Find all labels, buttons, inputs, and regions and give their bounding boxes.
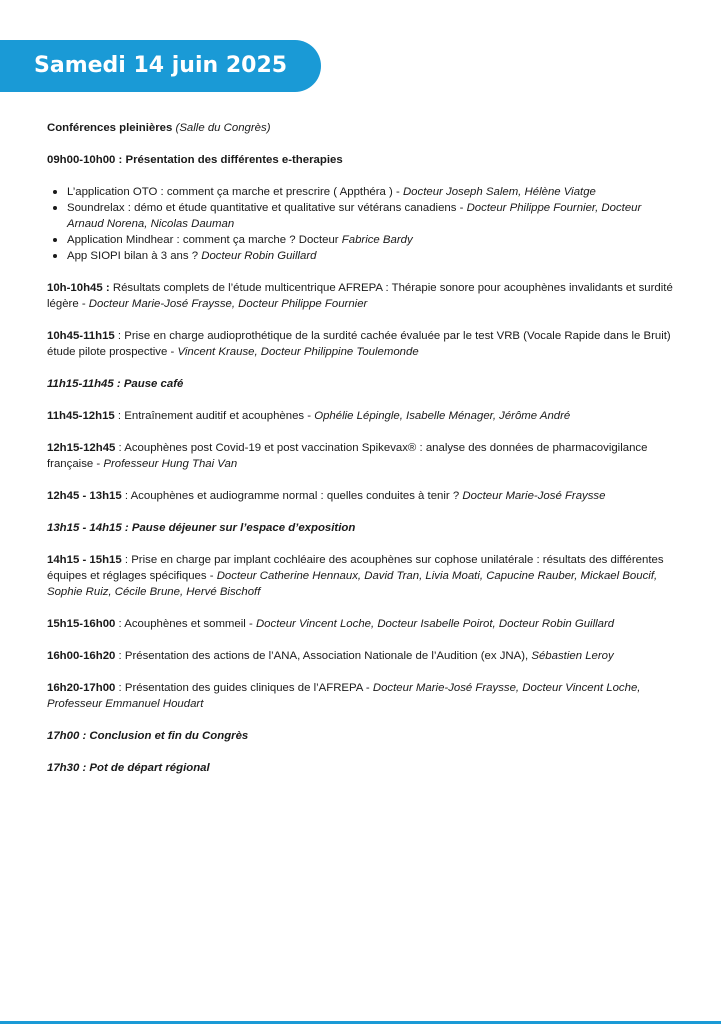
slot-text: : Acouphènes et audiogramme normal : quelles conduites à tenir ? [121,490,463,502]
list-item [67,232,677,248]
program-slot [47,328,677,360]
slot-speakers: Docteur Catherine Hennaux, David Tran, Livia Moati, Capucine Rauber, Mickael Boucif, Sophie Ruiz, Cécile Brune, Hervé Bischoff [47,570,658,598]
slot-text: Résultats complets de l’étude multicentrique AFREPA : Thérapie sonore pour acouphènes invalidants et surdité légère - [47,282,673,310]
slot-speakers: Ophélie Lépingle, Isabelle Ménager, Jérôme André [314,410,571,422]
session-title: Présentation des différentes e-therapies [125,154,343,166]
slot-speakers: Docteur Marie-José Fraysse [462,490,606,502]
closing-slot [47,728,677,744]
closing-text: 17h00 : Conclusion et fin du Congrès [47,730,249,742]
slot-speakers: Sébastien Leroy [531,650,614,662]
page-title: Samedi 14 juin 2025 [34,53,288,78]
slot-time: 16h00-16h20 [47,650,116,662]
program-slot [47,552,677,600]
plenary-intro [47,120,677,136]
list-item [67,184,677,200]
closing-slot [47,760,677,776]
room-label: (Salle du Congrès) [175,122,271,134]
program-slot [47,408,677,424]
program-slot [47,616,677,632]
etherapies-list [47,184,677,264]
slot-time: 16h20-17h00 [47,682,116,694]
list-item [67,200,677,232]
talk-speakers: Docteur Robin Guillard [201,250,317,262]
slot-speakers: Professeur Hung Thai Van [103,458,238,470]
program-content [47,120,677,792]
slot-text: : Présentation des guides cliniques de l’AFREPA - [115,682,373,694]
talk-speakers: Docteur Philippe Fournier, Docteur Arnaud Norena, Nicolas Dauman [67,202,642,230]
slot-time: 14h15 - 15h15 [47,554,122,566]
slot-speakers: Vincent Krause, Docteur Philippine Toulemonde [177,346,419,358]
program-slot [47,488,677,504]
slot-text: : Acouphènes post Covid-19 et post vaccination Spikevax® : analyse des données de pharmacovigilance française - [47,442,648,470]
break-slot [47,520,677,536]
talk-text: Application Mindhear : comment ça marche ? Docteur [67,234,342,246]
slot-time: 10h-10h45 : [47,282,110,294]
slot-time: 10h45-11h15 [47,330,115,342]
slot-text: : Acouphènes et sommeil - [115,618,256,630]
list-item [67,248,677,264]
slot-speakers: Docteur Marie-José Fraysse, Docteur Vincent Loche, Professeur Emmanuel Houdart [47,682,641,710]
break-slot [47,376,677,392]
program-slot [47,280,677,312]
plenary-label: Conférences pleinières [47,122,173,134]
break-text: 13h15 - 14h15 : Pause déjeuner sur l’espace d’exposition [47,522,356,534]
talk-text: Soundrelax : démo et étude quantitative et qualitative sur vétérans canadiens - [67,202,467,214]
slot-time: 12h45 - 13h15 [47,490,122,502]
slot-time: 12h15-12h45 [47,442,116,454]
slot-time: 15h15-16h00 [47,618,116,630]
slot-speakers: Docteur Marie-José Fraysse, Docteur Philippe Fournier [88,298,368,310]
program-slot [47,680,677,712]
date-header-band [0,40,321,92]
talk-speakers: Docteur Joseph Salem, Hélène Viatge [402,186,596,198]
slot-text: : Prise en charge audioprothétique de la surdité cachée évaluée par le test VRB (Vocale Rapide dans le Bruit) étude pilote prospective - [47,330,671,358]
slot-time: 11h45-12h15 [47,410,115,422]
talk-speakers: Fabrice Bardy [341,234,413,246]
program-slot [47,648,677,664]
slot-speakers: Docteur Vincent Loche, Docteur Isabelle Poirot, Docteur Robin Guillard [255,618,615,630]
talk-text: App SIOPI bilan à 3 ans ? [67,250,202,262]
talk-text: L’application OTO : comment ça marche et prescrire ( Appthéra ) - [67,186,403,198]
slot-text: : Présentation des actions de l’ANA, Association Nationale de l’Audition (ex JNA), [115,650,532,662]
slot-text: : Prise en charge par implant cochléaire des acouphènes sur cophose unilatérale : résultats des différentes équipes et réglages spécifiques - [47,554,664,582]
slot-text: : Entraînement auditif et acouphènes - [114,410,315,422]
break-text: 11h15-11h45 : Pause café [47,378,184,390]
closing-text: 17h30 : Pot de départ régional [47,762,210,774]
session-time: 09h00-10h00 : [47,154,123,166]
program-slot [47,440,677,472]
session-etherapies-heading [47,152,677,168]
